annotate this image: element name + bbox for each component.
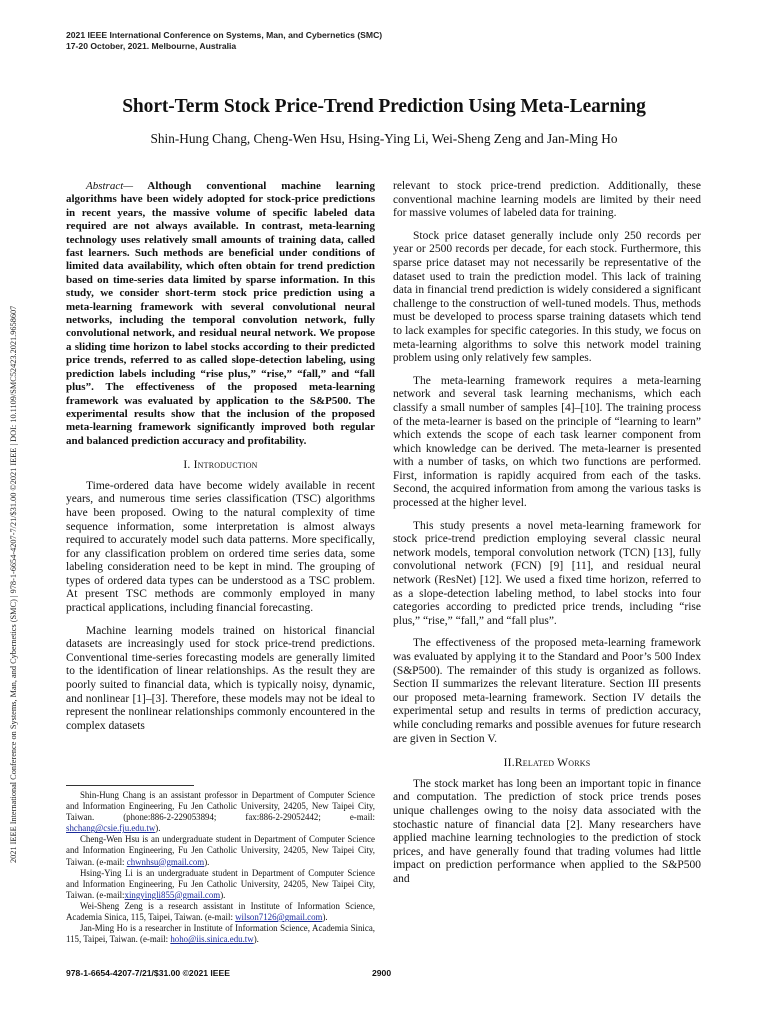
abstract-label: Abstract— (86, 180, 134, 192)
conference-name: 2021 IEEE International Conference on Systems, Man, and Cybernetics (SMC) (66, 30, 383, 40)
intro-paragraph-6: This study presents a novel meta-learning framework for stock price-trend prediction employing several classic neural network models, temporal convolution network (TCN) [13], fully convolutional network (FCN) [9] [11], and residual neural network (ResNet) [12]. We used a fixed time horizon, referred to as a slope-detection labeling method, to label stocks into four categories according to predicted price trends, including “rise plus,” “rise,” “fall,” and “fall plus”. (393, 519, 701, 627)
email-link[interactable]: shchang@csie.fju.edu.tw (66, 823, 156, 834)
email-link[interactable]: xingyingli855@gmail.com (124, 889, 221, 900)
email-link[interactable]: chwnhsu@gmail.com (126, 856, 205, 867)
intro-paragraph-3-continued: relevant to stock price-trend prediction. Additionally, these conventional machine learning models are limited by their need for massive volumes of labeled data for training. (393, 180, 701, 220)
page-number: 2900 (372, 968, 392, 978)
intro-paragraph-4: Stock price dataset generally include only 250 records per year or 2500 records per decade, for each stock. Furthermore, this sparse price dataset may not necessarily be representative of the dataset used to train the prediction model. This lack of training data in financial trend prediction is widely considered a significant challenge to the construction of well-tuned models. Thus, methods must be developed to process sparse training datasets which tend to lack examples for specific categories. In this study, we focus on meta-learning algorithms to solve this network model training problem using only relatively few samples. (393, 229, 701, 365)
intro-paragraph-2: Machine learning models trained on historical financial datasets are increasingly used for stock price-trend predictions. Conventional time-series forecasting models are generally limited to the identification of linear relationships. As the result they are poorly suited to financial data, which is typically noisy, dynamic, and nonlinear [1]–[3]. Therefore, these models may not be ideal to represent the nonlinear relationships commonly encountered in the complex datasets (66, 624, 375, 732)
related-works-paragraph-1: The stock market has long been an important topic in finance and computation. The prediction of stock price trends poses unique challenges owing to the noisy data associated with the stochastic nature of financial data [2]. Many researchers have applied machine learning technologies to the prediction of stock prices, and have generally found that trading volumes had little impact on prediction performance when applied to the S&P500 and (393, 777, 701, 885)
doi-sidebar: 2021 IEEE International Conference on Systems, Man, and Cybernetics (SMC) | 978-1-6654-4207-7/21/$31.00 ©2021 IEEE | DOI: 10.1109/SMC52423.2021.9658607 (9, 305, 18, 863)
section-title: Related Works (514, 756, 591, 770)
section-heading-related-works (393, 756, 701, 770)
footnote-author-3 (66, 868, 375, 901)
abstract (66, 180, 375, 448)
abstract-text: Although conventional machine learning algorithms have been widely adopted for stock-price predictions in recent years, the massive volume of specific labeled data required are not always available. In contrast, meta-learning technology uses relatively small amounts of training data, called fast learners. Such methods are beneficial under conditions of limited data availability, which often obtain for trend prediction based on time-series data limited by sparse information. In this study, we consider short-term stock price prediction using a meta-learning framework with several convolutional neural networks, including the temporal convolution network, fully convolutional network, and residual neural network. We propose a sliding time horizon to label stocks according to their predicted price trends, referred to as called slope-detection labeling, using prediction labels including “rise plus,” “rise,” “fall,” and “fall plus”. The effectiveness of the proposed meta-learning framework was evaluated by application to the S&P500. The experimental results show that the inclusion of the proposed meta-learning framework significantly improved both regular and balanced prediction accuracy and profitability. (66, 180, 375, 447)
section-number: I. (183, 458, 191, 472)
intro-paragraph-5: The meta-learning framework requires a meta-learning network and several task learning mechanisms, which each classify a small number of samples [4]–[10]. The training process of the meta-learner is based on the principle of “learning to learn” which extends the scope of each task learner component from which knowledge can be derived. The meta-learner is presented with a number of tasks, on which two functions are performed. First, information is rapidly acquired from each of the tasks. Second, the acquired information from among the various tasks is processed at the higher level. (393, 374, 701, 510)
email-link[interactable]: wilson7126@gmail.com (235, 912, 323, 923)
intro-paragraph-1: Time-ordered data have become widely available in recent years, and numerous time series classification (TSC) algorithms have been proposed. Owing to the natural complexity of time sequence information, some interpretation is almost always required to accurately model such data patterns. More specifically, for any classification problem on ordered time series data, some labeling consideration need to be kept in mind. The grouping of types of ordered data types can be understood as a TSC problem. At present TSC methods are commonly employed in many practical applications, including financial forecasting. (66, 479, 375, 615)
footnote-author-4 (66, 901, 375, 923)
footnote-author-5 (66, 923, 375, 945)
paper-title: Short-Term Stock Price-Trend Prediction Using Meta-Learning (122, 96, 646, 117)
section-number: II. (503, 756, 515, 770)
footnote-end: ). (220, 889, 226, 900)
footnote-author-2 (66, 834, 375, 867)
author-footnotes (66, 790, 375, 945)
footnote-end: ). (155, 823, 161, 834)
footnote-end: ). (253, 934, 259, 945)
right-column (393, 180, 701, 887)
conference-date-location: 17-20 October, 2021. Melbourne, Australia (66, 41, 237, 51)
conference-header (66, 30, 382, 52)
copyright-footer: 978-1-6654-4207-7/21/$31.00 ©2021 IEEE (66, 968, 231, 978)
footnote-divider (66, 785, 194, 786)
intro-paragraph-7: The effectiveness of the proposed meta-learning framework was evaluated by applying it to the Standard and Poor’s 500 Index (S&P500). The remainder of this study is organized as follows. Section II summarizes the relevant literature. Section III presents our proposed meta-learning framework. Section IV details the experimental setup and results in terms of prediction accuracy, while concluding remarks and possible avenues for future research are given in Section V. (393, 637, 701, 745)
footnote-text: Wei-Sheng Zeng is a research assistant in Institute of Information Science, Academia Sinica, 115, Taipei, Taiwan. (e-mail: (66, 900, 375, 923)
footnote-text: Jan-Ming Ho is a researcher in Institute of Information Science, Academia Sinica, 115, Taipei, Taiwan. (e-mail: (66, 923, 375, 945)
footnote-text: Shin-Hung Chang is an assistant professor in Department of Computer Science and Information Engineering, Fu Jen Catholic University, 24205, New Taipei City, Taiwan. (phone:886-2-229053894; fax:886-2-29052442; e-mail: (66, 790, 375, 823)
email-link[interactable]: hoho@iis.sinica.edu.tw (170, 934, 254, 945)
footnote-text: Hsing-Ying Li is an undergraduate student in Department of Computer Science and Information Engineering, Fu Jen Catholic University, 24205, New Taipei City, Taiwan. (e-mail: (66, 867, 375, 900)
left-column (66, 180, 375, 733)
footnote-author-1 (66, 790, 375, 834)
paper-authors: Shin-Hung Chang, Cheng-Wen Hsu, Hsing-Ying Li, Wei-Sheng Zeng and Jan-Ming Ho (150, 131, 618, 146)
footnote-text: Cheng-Wen Hsu is an undergraduate student in Department of Computer Science and Information Engineering, Fu Jen Catholic University, 24205, New Taipei City, Taiwan. (e-mail: (66, 834, 375, 867)
footnote-end: ). (204, 856, 210, 867)
section-heading-introduction (66, 458, 375, 472)
footnote-end: ). (322, 912, 328, 923)
section-title: Introduction (193, 458, 258, 472)
